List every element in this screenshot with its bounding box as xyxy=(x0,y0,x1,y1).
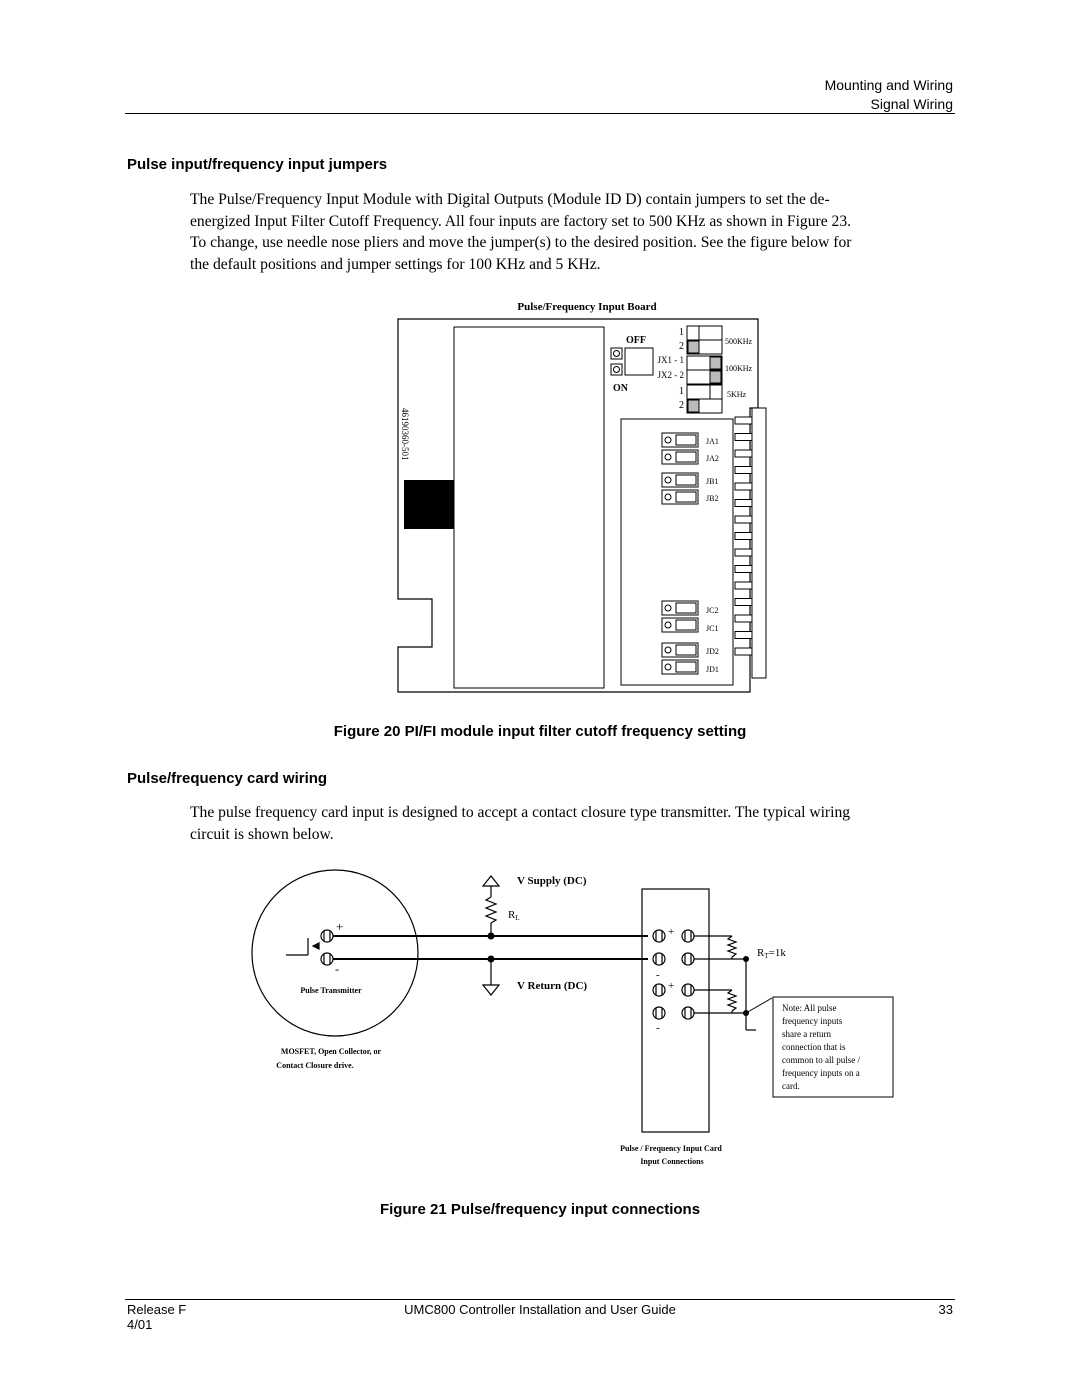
card-minus-2: - xyxy=(656,1022,660,1034)
connector-pin xyxy=(735,632,752,639)
jumper-group-ab xyxy=(662,433,698,504)
pin-1-label: 1 xyxy=(679,386,684,397)
on-label: ON xyxy=(613,383,628,394)
jumper-label-jd1: JD1 xyxy=(706,665,719,674)
jumper-label-jc2: JC2 xyxy=(706,606,719,615)
connector-pin xyxy=(735,417,752,424)
footer-page-number: 33 xyxy=(938,1302,953,1317)
jx2-label: JX2 - 2 xyxy=(657,370,684,380)
footer-rule xyxy=(125,1299,955,1300)
switch-box xyxy=(611,348,622,359)
junction-dot xyxy=(488,933,495,940)
section-heading-jumpers: Pulse input/frequency input jumpers xyxy=(127,156,388,173)
drive-label-1: MOSFET, Open Collector, or xyxy=(280,1047,382,1056)
plus-sign: + xyxy=(336,919,344,934)
connector-pin xyxy=(735,615,752,622)
pin-2-label: 2 xyxy=(679,341,684,352)
connector-pin xyxy=(735,566,752,573)
off-label: OFF xyxy=(626,335,646,346)
wiring-diagram xyxy=(0,860,1080,1180)
wiring-paragraph xyxy=(190,802,950,845)
note-text: Note: All pulse frequency inputs share a return connection that is common to all pulse / frequency inputs on a card. xyxy=(782,1003,860,1091)
supply-arrow-icon xyxy=(483,876,499,886)
paragraph-line: the default positions and jumper settings for 100 KHz and 5 KHz. xyxy=(190,255,601,273)
paragraph-line: circuit is shown below. xyxy=(190,825,334,843)
card-label-2: Input Connections xyxy=(640,1157,704,1166)
board-connector-block xyxy=(404,480,454,529)
transistor-icon xyxy=(286,938,319,955)
figure-21-caption: Figure 21 Pulse/frequency input connections xyxy=(379,1201,701,1218)
pin-2-label: 2 xyxy=(679,400,684,411)
transmitter-label: Pulse Transmitter xyxy=(300,986,362,995)
card-plus-2: + xyxy=(668,980,675,992)
board-component xyxy=(454,327,604,688)
jumper-label-jb1: JB1 xyxy=(706,477,719,486)
jx-jumper-grid xyxy=(687,326,722,413)
pin-1-label: 1 xyxy=(679,327,684,338)
freq-100-label: 100KHz xyxy=(725,364,753,373)
paragraph-line: The Pulse/Frequency Input Module with Digital Outputs (Module ID D) contain jumpers to set the de- xyxy=(190,191,830,208)
jumper-label-jb2: JB2 xyxy=(706,494,719,503)
board-title: Pulse/Frequency Input Board xyxy=(517,301,657,313)
terminal-screw-icon xyxy=(321,930,333,965)
v-supply-label: V Supply (DC) xyxy=(517,875,587,887)
card-minus-1: - xyxy=(656,969,660,981)
rl-label: RL xyxy=(508,909,520,922)
jumper-board-diagram xyxy=(0,290,1080,700)
connector-pin xyxy=(735,467,752,474)
freq-5-label: 5KHz xyxy=(727,390,747,399)
minus-sign: - xyxy=(335,962,339,976)
card-label-1: Pulse / Frequency Input Card xyxy=(620,1144,722,1153)
paragraph-line: To change, use needle nose pliers and move the jumper(s) to the desired position. See the figure below for xyxy=(190,234,852,251)
note-pointer xyxy=(746,998,772,1013)
header-section: Signal Wiring xyxy=(870,96,953,112)
connector-pin xyxy=(735,434,752,441)
figure-20-caption: Figure 20 PI/FI module input filter cutoff frequency setting xyxy=(333,723,747,740)
part-number: 46190360-501 xyxy=(400,408,410,461)
junction-dot xyxy=(743,956,749,962)
header-chapter: Mounting and Wiring xyxy=(824,77,953,93)
resistor-rl-icon xyxy=(486,897,496,923)
freq-500-label: 500KHz xyxy=(725,337,753,346)
switch-pin xyxy=(614,351,620,357)
switch-box xyxy=(625,348,653,375)
jumper-label-jd2: JD2 xyxy=(706,647,719,656)
return-arrow-icon xyxy=(483,985,499,995)
paragraph-line: energized Input Filter Cutoff Frequency. All four inputs are factory set to 500 KHz as shown in Figure 23. xyxy=(190,212,852,230)
footer-title: UMC800 Controller Installation and User Guide xyxy=(404,1302,676,1317)
pulse-transmitter-circle xyxy=(252,870,418,1036)
footer-release: Release F xyxy=(127,1302,187,1317)
card-plus-1: + xyxy=(668,926,675,938)
connector-pin xyxy=(735,582,752,589)
input-card-outline xyxy=(642,889,709,1132)
paragraph-line: The pulse frequency card input is designed to accept a contact closure type transmitter. The typical wiring xyxy=(190,804,851,821)
connector-pins xyxy=(735,417,752,655)
edge-connector xyxy=(752,408,766,678)
header-rule xyxy=(125,113,955,114)
jx1-label: JX1 - 1 xyxy=(657,355,684,365)
jumpers-paragraph xyxy=(190,189,950,275)
connector-pin xyxy=(735,599,752,606)
footer-date: 4/01 xyxy=(127,1317,153,1332)
connector-pin xyxy=(735,450,752,457)
running-header xyxy=(825,76,953,114)
v-return-label: V Return (DC) xyxy=(517,980,588,992)
jumper-label-ja2: JA2 xyxy=(706,454,719,463)
connector-pin xyxy=(735,648,752,655)
jumper-label-jc1: JC1 xyxy=(706,624,719,633)
connector-pin xyxy=(735,533,752,540)
drive-label-2: Contact Closure drive. xyxy=(276,1061,354,1070)
switch-pin xyxy=(614,367,620,373)
switch-box xyxy=(611,364,622,375)
connector-pin xyxy=(735,549,752,556)
rt-label: RT=1k xyxy=(757,947,786,960)
jumper-group-cd xyxy=(662,601,698,674)
jumper-label-ja1: JA1 xyxy=(706,437,719,446)
connector-pin xyxy=(735,483,752,490)
connector-pin xyxy=(735,500,752,507)
connector-pin xyxy=(735,516,752,523)
section-heading-wiring: Pulse/frequency card wiring xyxy=(127,770,328,787)
